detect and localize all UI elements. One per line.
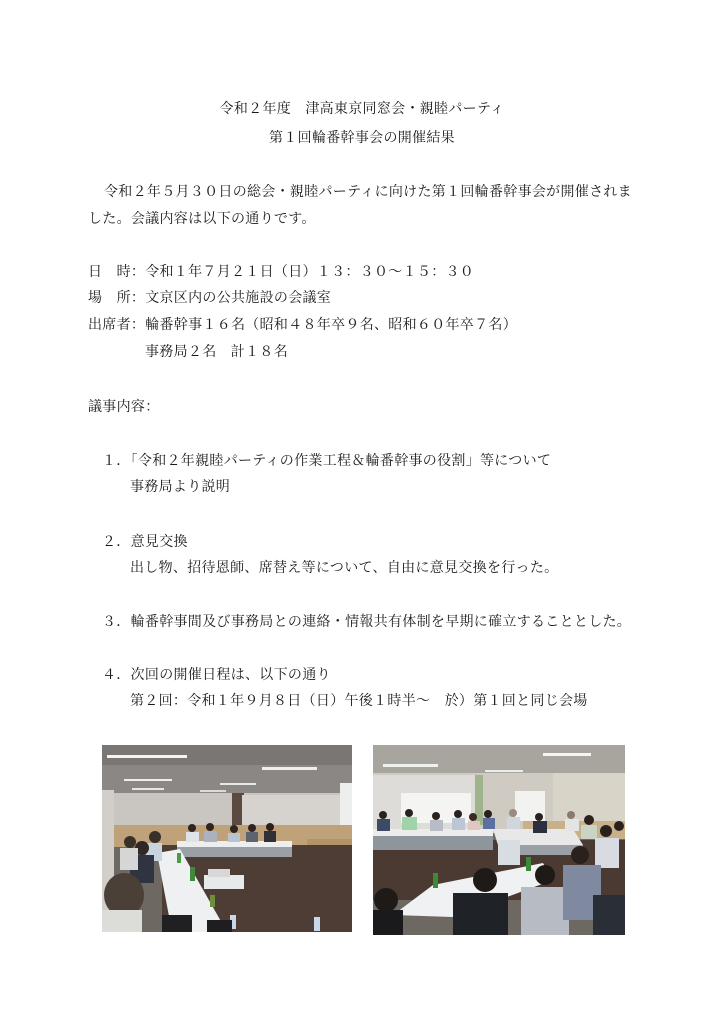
datetime-row [88, 263, 474, 281]
document-title-line1: 令和２年度 津高東京同窓会・親睦パーティ [219, 101, 505, 117]
meeting-room-image [102, 745, 352, 932]
meeting-room-image [373, 745, 625, 935]
agenda-item-title: 輪番幹事間及び事務局との連絡・情報共有体制を早期に確立することとした。 [130, 614, 632, 630]
agenda-item-title: 次回の開催日程は、以下の通り [130, 667, 331, 683]
datetime-value: 令和１年７月２１日（日）１３：３０～１５：３０ [145, 264, 475, 280]
attendees-row [88, 316, 517, 334]
agenda-item-4-detail: 第２回：令和１年９月８日（日）午後１時半～ 於）第１回と同じ会場 [130, 693, 588, 709]
attendees-total: 事務局２名 計１８名 [145, 344, 288, 360]
intro-line1: 令和２年５月３０日の総会・親睦パーティに向けた第１回輪番幹事会が開催されま [104, 184, 632, 200]
document-title-line2: 第１回輪番幹事会の開催結果 [269, 130, 455, 146]
place-row [88, 289, 331, 307]
agenda-item-4 [102, 666, 331, 684]
attendees-value: 輪番幹事１６名（昭和４８年卒９名、昭和６０年卒７名） [145, 317, 518, 333]
meeting-photo-1 [102, 745, 352, 932]
attendees-label: 出席者： [88, 317, 146, 333]
agenda-item-number: ２． [102, 534, 131, 550]
agenda-item-number: ３． [102, 614, 131, 630]
agenda-heading: 議事内容： [88, 399, 160, 415]
datetime-label: 日 時： [88, 264, 146, 280]
agenda-item-number: １． [102, 453, 131, 469]
agenda-item-number: ４． [102, 667, 131, 683]
agenda-item-title: 「令和２年親睦パーティの作業工程＆輪番幹事の役割」等について [130, 453, 552, 469]
agenda-item-1 [102, 452, 551, 470]
agenda-item-2 [102, 533, 188, 551]
agenda-item-2-detail: 出し物、招待恩師、席替え等について、自由に意見交換を行った。 [130, 560, 559, 576]
meeting-photo-2 [373, 745, 625, 935]
agenda-item-3 [102, 613, 631, 631]
place-label: 場 所： [88, 290, 146, 306]
agenda-item-title: 意見交換 [130, 534, 188, 550]
place-value: 文京区内の公共施設の会議室 [145, 290, 332, 306]
agenda-item-1-detail: 事務局より説明 [130, 479, 231, 495]
intro-line2: した。会議内容は以下の通りです。 [88, 211, 316, 227]
